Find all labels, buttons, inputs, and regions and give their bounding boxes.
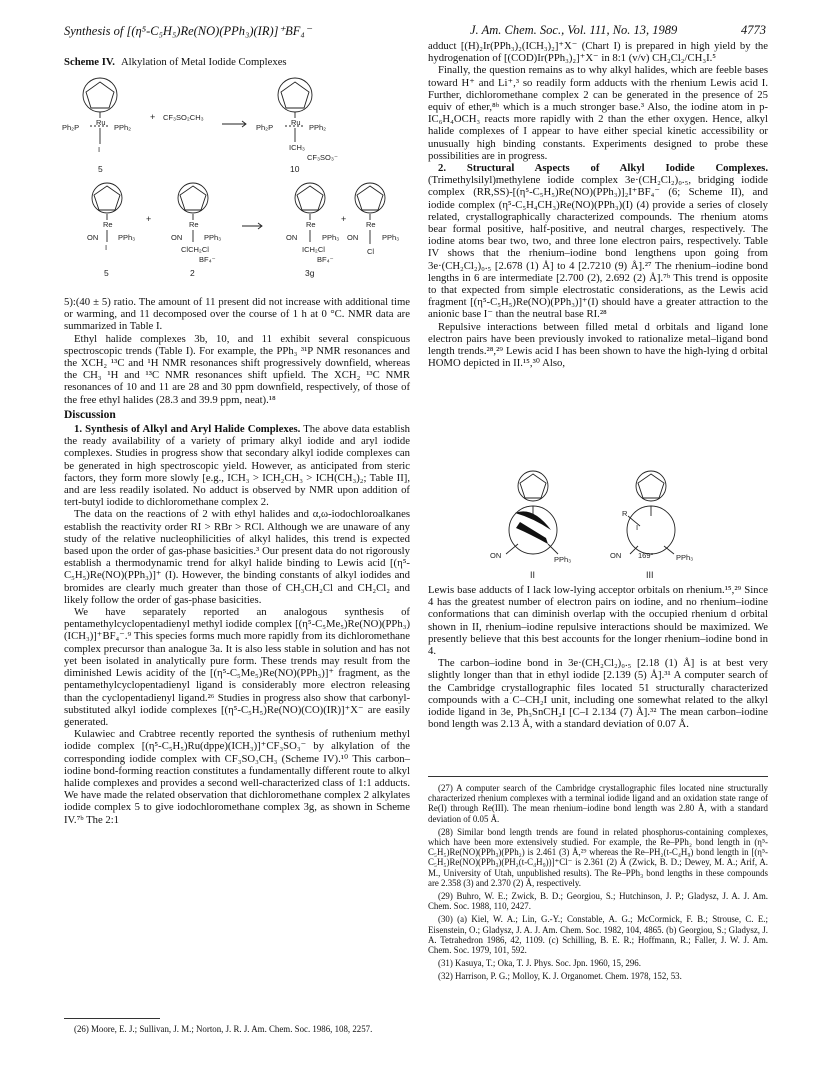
iodide-label: I [105, 243, 108, 252]
page-number: 4773 [741, 23, 766, 37]
paragraph: Lewis base adducts of I lack low-lying acceptor orbitals on rhenium.¹⁵,²⁹ Since 4 has the greatest number of electron pairs on iodine, and no rhenium–iodine conformations that can diminish overlap with the occupied rhenium d orbital shown in II, rhenium–iodine repulsive interactions should be maximized. We presently believe that this best accounts for the longer rhenium–iodine bond in 4. [428, 584, 768, 658]
paragraph: Ethyl halide complexes 3b, 10, and 11 exhibit several conspicuous spectroscopic trends (Table I). For example, the PPh₃ ³¹P NMR resonances and the XCH₂ ¹³C and ¹H NMR resonances shift progressively downfield, whereas the CH₃ ¹H and ¹³C NMR resonances shift upfield. The XCH₂ ¹³C NMR resonances of 10 and 11 are 28 and 30 ppm downfield, respectively, of those of the free ethyl halides (28.3 and 39.9 ppm, neat).¹⁸ [64, 332, 410, 406]
plus-sign: + [146, 214, 152, 224]
footnote-30: (30) (a) Kiel, W. A.; Lin, G.-Y.; Constable, A. G.; McCormick, F. B.; Strouse, C. E.; Eisenstein, O.; Gladysz, J. A. J. Am. Chem. Soc. 1982, 104, 4865. (b) Georgiou, S.; Gladysz, J. A. Tetrahedron 1986, 42, 1109. (c) Schilling, B. E. R.; Hoffmann, R.; Faller, J. W. J. Am. Chem. Soc. 1979, 101, 592. [428, 914, 768, 956]
footnote-rule [428, 776, 768, 777]
on-label: ON [171, 233, 183, 242]
triflate-anion: CF₃SO₃⁻ [307, 153, 338, 162]
structure-label-iii: III [646, 570, 654, 580]
paragraph [64, 423, 410, 508]
bf4-anion: BF₄⁻ [199, 255, 216, 264]
scheme-iv-figure [60, 68, 420, 292]
section-heading: Discussion [64, 408, 116, 421]
paragraph: 5):(40 ± 5) ratio. The amount of 11 present did not increase with additional time or warming, and 11 decomposed over the course of 1 h at 0 °C. NMR data are summarized in Table I. [64, 296, 410, 333]
paragraph: The data on the reactions of 2 with ethyl halides and α,ω-iodochloroalkanes establish the reactivity order RI > RBr > RCl. Although we are unaware of any study of the relative nucleophilicities of alkyl halides, this trend is expected based upon the order of gas-phase basicities.³ Our present data do not rigorously establish a thermodynamic trend for alkyl halide binding to Lewis acid [(η⁵-C₅H₅)Re(NO)(PPh₃)]⁺ (I). However, the binding constants of alkyl iodides and bromides are clearly much greater than those of CH₃CH₂Cl and CH₂Cl₂ and likely follow the order of gas-phase basicities. [64, 508, 410, 606]
pph3-label: PPh₃ [382, 233, 400, 242]
footnotes-right [428, 783, 768, 985]
ich3-label: ICH₃ [289, 143, 305, 152]
pph3-label: PPh₃ [204, 233, 222, 242]
paragraph: adduct [(H)₂Ir(PPh₃)₂(ICH₃)₂]⁺X⁻ (Chart I) is prepared in high yield by the hydrogenation of [(COD)Ir(PPh₃)₂]⁺X⁻ in 8:1 (v/v) CH₂Cl₂/CH₃I.⁵ [428, 40, 768, 65]
footnote-28: (28) Similar bond length trends are found in related phosphorus-containing complexes, which have been more extensively studied. For example, the Re–PPh₂ bond length in (η⁵-C₅H₅)Re(NO)(PPh₃)(PPh₂) is 2.461 (3) Å,²⁹ whereas the Re–PH₂(t-C₄H₉) bond length in [(η⁵-C₅H₅)Re(NO)(PPh₃)(PH₂(t-C₄H₉))]⁺Cl⁻ is 2.361 (2) Å (Zwick, B. D.; Dewey, M. A.; Arif, A. M., University of Utah, unpublished results). The Re–PPh₃ bond lengths in these compounds are 2.358 (3) and 2.370 (2) Å, respectively. [428, 826, 768, 888]
subsection-heading: 2. Structural Aspects of Alkyl Iodide Complexes. [438, 162, 768, 175]
footnote-text: (26) Moore, E. J.; Sullivan, J. M.; Norton, J. R. J. Am. Chem. Soc. 1986, 108, 2257. [74, 1024, 373, 1034]
footnote-29: (29) Buhro, W. E.; Zwick, B. D.; Georgiou, S.; Hutchinson, J. P.; Gladysz, J. A. J. Am. Chem. Soc. 1988, 110, 2427. [428, 891, 768, 912]
pph3-label: PPh₃ [676, 553, 694, 562]
footnote-27: (27) A computer search of the Cambridge crystallographic files located nine structurally characterized rhenium complexes with a terminal iodide ligand and an oxidation state range of Re(I) through Re(III). The mean rhenium–iodine bond length was 2.80 Å, with a standard deviation of 0.05 Å. [428, 783, 768, 824]
right-column-lower [428, 584, 768, 730]
paragraph: The carbon–iodine bond in 3e·(CH₂Cl₂)₀.₅ [2.18 (1) Å] is at best very slightly longer than that in ethyl iodide [2.139 (5) Å].³¹ A computer search of the Cambridge crystallographic files located 51 structurally characterized compounds with a C–CH₂I unit, including one somewhat related to the alkyl iodide ligand in 3e, Ph₃SnCH₂I [C–I 2.134 (7) Å].³² The mean carbon–iodine bond length was 2.13 Å, with a standard deviation of 0.07 Å. [428, 657, 768, 731]
clch2cl-label: ClCH₂Cl [181, 245, 209, 254]
on-label: ON [347, 233, 359, 242]
compound-number: 5 [104, 268, 109, 278]
re-cation-label: Re [306, 220, 316, 229]
pph3-label: PPh₃ [554, 555, 572, 564]
compound-number: 2 [190, 268, 195, 278]
footnote-26 [64, 1024, 410, 1037]
paragraph: Finally, the question remains as to why alkyl halides, which are feeble bases toward H⁺ and Li⁺,³ so readily form adducts with the rhenium Lewis acid I. Further, dichloromethane complex 2 can be generated in the presence of 25 equiv of ether,⁸ᵇ which is a much stronger base.³ Also, the iodine atom in p-IC₆H₄OCH₃ reacts more rapidly with 2 than the ether oxygen. Hence, alkyl halide complexes of I appear to have either special kinetic accessibility or unusually high binding constants. Experiments designed to probe these possibilities are in progress. [428, 64, 768, 162]
pph3-label: PPh₃ [322, 233, 340, 242]
scheme-label: Scheme IV. [64, 56, 115, 68]
paragraph-text: (Trimethylsilyl)methylene iodide complex 3e·(CH₂Cl₂)₀.₅, bridging iodide complex (RR,SS)-[(η⁵-C₅H₅)Re(NO)(PPh₃)]₂I⁺BF₄⁻ (6; Scheme II), and iodide complex (η⁵-C₅H₄CH₃)Re(NO)(PPh₃)(I) (4) provide a series of closely related, crystallographically characterized compounds. The rhenium atoms bear formal positive, half-positive, and neutral charges, respectively. The iodine atoms bear two, two, and three lone electron pairs, respectively. Table IV shows that the rhenium–iodine bond lengthens upon going from 3e·(CH₂Cl₂)₀.₅ [2.678 (1) Å] to 4 [2.7210 (9) Å].²⁷ The rhenium–iodine bond lengths in 6 are intermediate [2.700 (2), 2.692 (2) Å].⁷ᵇ This trend is opposite to that expected from simple electrostatic considerations, as the Lewis acid fragment [(η⁵-C₅H₅)Re(NO)(PPh₃)]⁺(I) should have a greater attraction to the anionic base I⁻ than the neutral base RI.²⁸ [428, 174, 768, 321]
pph3-label: PPh₃ [118, 233, 136, 242]
ph2p-label: Ph₂P [256, 123, 274, 132]
journal-citation: J. Am. Chem. Soc., Vol. 111, No. 13, 1989 [470, 23, 678, 37]
ph2p-label: Ph₂P [62, 123, 80, 132]
running-header-title: Synthesis of [(η⁵-C₅H₅)Re(NO)(PPh₃)(IR)]⁺BF₄⁻ [64, 24, 312, 38]
ru-cation-label: Ru [291, 118, 301, 127]
chloride-label: Cl [367, 247, 375, 256]
bf4-anion: BF₄⁻ [317, 255, 334, 264]
compound-number: 5 [98, 164, 103, 174]
on-label: ON [87, 233, 99, 242]
right-column [428, 40, 768, 369]
iodide-label: I [98, 145, 101, 154]
orbital-figure [478, 468, 738, 586]
running-header-journal [470, 23, 766, 38]
r-label: R [622, 509, 628, 518]
left-column [64, 296, 410, 826]
paragraph [428, 162, 768, 321]
structure-label-ii: II [530, 570, 536, 580]
scheme-title [64, 56, 287, 68]
compound-number: 3g [305, 268, 315, 278]
on-label: ON [286, 233, 298, 242]
scheme-caption: Alkylation of Metal Iodide Complexes [120, 56, 287, 68]
on-label: ON [490, 551, 502, 560]
on-label: ON [610, 551, 622, 560]
re-label: Re [366, 220, 376, 229]
paragraph: Kulawiec and Crabtree recently reported the synthesis of ruthenium methyl iodide complex [(η⁵-C₅H₅)Ru(dppe)(ICH₃)]⁺CF₃SO₃⁻ by alkylation of the corresponding iodide complex with CF₃SO₃CH₃ (Scheme IV).¹⁰ This carbon–iodine bond-forming reaction constitutes a fundamentally different route to alkyl halide complexes and provides a second well-characterized class of 1:1 adducts. We have made the related observation that dichloromethane complex 2 alkylates iodide complex 5 to give iodochloromethane complex 3g, as shown in Scheme IV.⁷ᵇ The 2:1 [64, 728, 410, 826]
angle-label: 169° [638, 551, 654, 560]
pph2-label: PPh₂ [309, 123, 327, 132]
plus-sign: + [150, 112, 156, 122]
footnote-rule [64, 1018, 160, 1019]
re-cation-label: Re [189, 220, 199, 229]
footnote-32: (32) Harrison, P. G.; Molloy, K. J. Organomet. Chem. 1978, 152, 53. [438, 971, 682, 982]
compound-number: 10 [290, 164, 300, 174]
pph2-label: PPh₂ [114, 123, 132, 132]
paragraph: We have separately reported an analogous synthesis of pentamethylcyclopentadienyl methyl iodide complex [(η⁵-C₅Me₅)Re(NO)(PPh₃)(ICH₃)]⁺BF₄⁻.⁹ This species forms much more rapidly from its dichloromethane complex precursor than analogue 3a. It is also less stable in solution and has not yet been isolated in analytically pure form. These trends may result from the diminished Lewis acidity of the [(η⁵-C₅Me₅)Re(NO)(PPh₃)]⁺ fragment, as the pentamethylcyclopentadienyl ligand is considerably more electron releasing than the cyclopentadienyl ligand.²⁶ Studies in progress also show that carbonyl-substituted alkyl iodide complexes [(η⁵-C₅H₅)Re(NO)(CO)(IR)]⁺X⁻ are easily generated. [64, 606, 410, 728]
subsection-heading: 1. Synthesis of Alkyl and Aryl Halide Complexes. [74, 423, 301, 436]
footnote-31: (31) Kasuya, T.; Oka, T. J. Phys. Soc. Jpn. 1960, 15, 296. [438, 958, 641, 969]
reagent-label: CF₃SO₂CH₃ [163, 113, 204, 122]
ich2cl-label: ICH₂Cl [302, 245, 325, 254]
ru-label: Ru [96, 118, 106, 127]
iodine-label: I [636, 523, 639, 532]
plus-sign: + [341, 214, 347, 224]
re-label: Re [103, 220, 113, 229]
paragraph: Repulsive interactions between filled metal d orbitals and ligand lone electron pairs have been previously invoked to rationalize metal–ligand bond length trends.²⁸,²⁹ Lewis acid I has been shown to have the high-lying d orbital HOMO depicted in II.¹⁵,³⁰ Also, [428, 320, 768, 370]
paragraph-text: The above data establish the ready availability of a variety of primary alkyl iodide and aryl iodide complexes. Studies in progress show that secondary alkyl iodide complexes can be generated in high spectroscopic yield. However, as anticipated from steric factors, they form more slowly [e.g., ICH₃ > ICH₂CH₃ > ICH(CH₃)₂; Table II], and are less readily isolated. No adduct is observed by NMR upon addition of tert-butyl iodide to dichloromethane complex 2. [64, 423, 410, 509]
